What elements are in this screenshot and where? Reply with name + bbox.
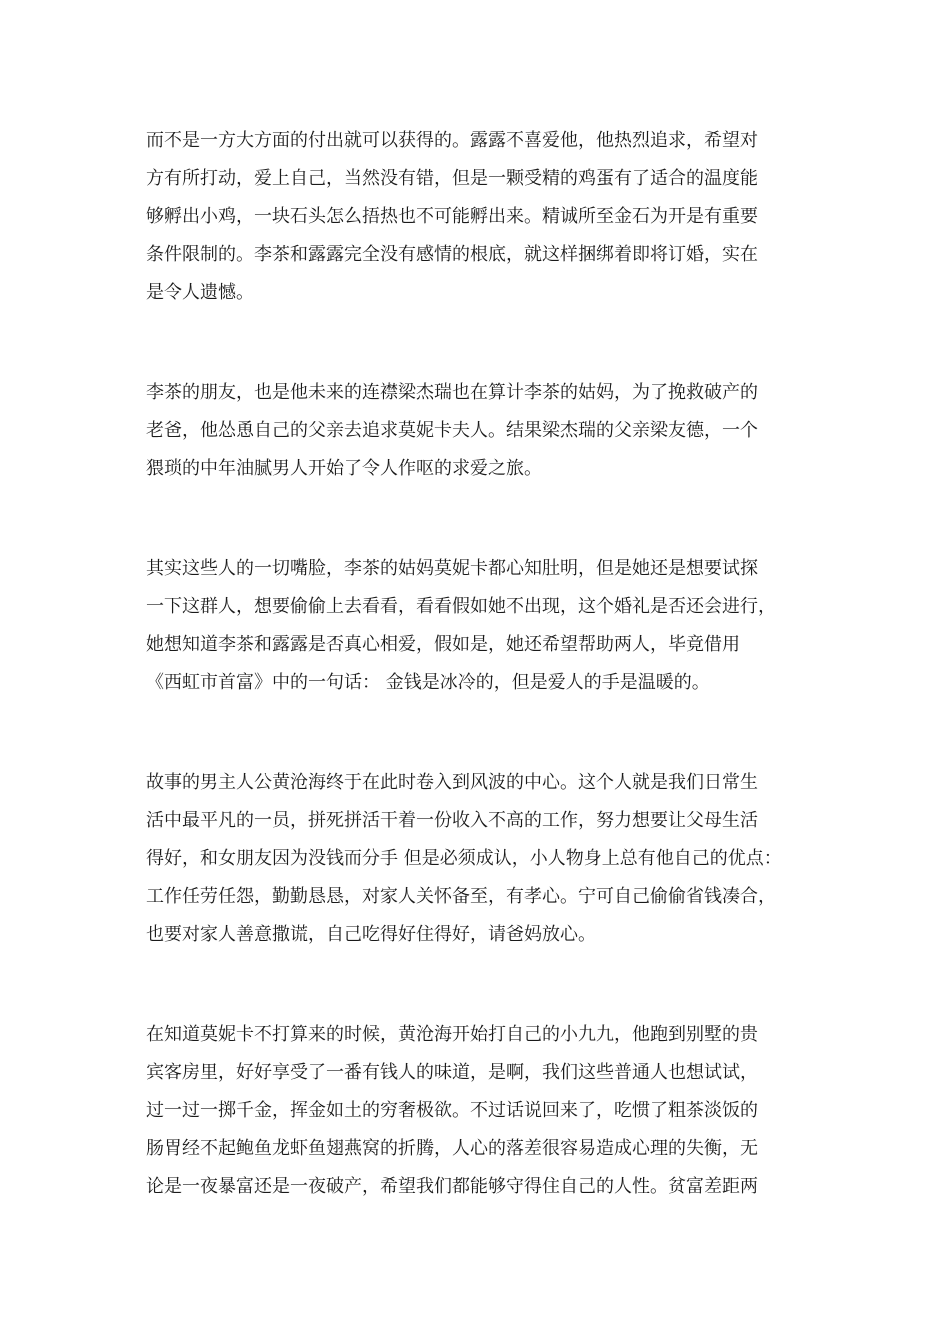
text-line: 也要对家人善意撒谎，自己吃得好住得好，请爸妈放心。 (146, 924, 596, 945)
paragraph-5 (146, 1016, 808, 1206)
text-line: 《西虹市首富》中的一句话： 金钱是冰冷的，但是爱人的手是温暖的。 (146, 672, 710, 693)
text-line: 猥琐的中年油腻男人开始了令人作呕的求爱之旅。 (146, 458, 542, 479)
text-line: 在知道莫妮卡不打算来的时候，黄沧海开始打自己的小九九，他跑到别墅的贵 (146, 1024, 758, 1045)
text-line: 故事的男主人公黄沧海终于在此时卷入到风波的中心。这个人就是我们日常生 (146, 772, 758, 793)
text-line: 过一过一掷千金，挥金如土的穷奢极欲。不过话说回来了，吃惯了粗茶淡饭的 (146, 1100, 758, 1121)
text-line: 够孵出小鸡，一块石头怎么捂热也不可能孵出来。精诚所至金石为开是有重要 (146, 206, 758, 227)
text-line: 而不是一方大方面的付出就可以获得的。露露不喜爱他，他热烈追求，希望对 (146, 130, 758, 151)
text-line: 老爸，他怂恿自己的父亲去追求莫妮卡夫人。结果梁杰瑞的父亲梁友德，一个 (146, 420, 758, 441)
text-line: 条件限制的。李茶和露露完全没有感情的根底，就这样捆绑着即将订婚，实在 (146, 244, 758, 265)
paragraph-4 (146, 764, 808, 954)
text-line: 李茶的朋友，也是他未来的连襟梁杰瑞也在算计李茶的姑妈，为了挽救破产的 (146, 382, 758, 403)
text-line: 其实这些人的一切嘴脸，李茶的姑妈莫妮卡都心知肚明，但是她还是想要试探 (146, 558, 758, 579)
paragraph-3 (146, 550, 808, 702)
paragraph-2 (146, 374, 808, 488)
text-line: 得好，和女朋友因为没钱而分手 但是必须成认，小人物身上总有他自己的优点： (146, 848, 782, 869)
text-line: 是令人遗憾。 (146, 282, 254, 303)
text-line: 论是一夜暴富还是一夜破产，希望我们都能够守得住自己的人性。贫富差距两 (146, 1176, 758, 1197)
text-line: 宾客房里，好好享受了一番有钱人的味道，是啊，我们这些普通人也想试试， (146, 1062, 758, 1083)
text-line: 工作任劳任怨，勤勤恳恳，对家人关怀备至，有孝心。宁可自己偷偷省钱凑合， (146, 886, 776, 907)
paragraph-1 (146, 122, 808, 312)
text-line: 她想知道李茶和露露是否真心相爱，假如是，她还希望帮助两人，毕竟借用 (146, 634, 740, 655)
text-line: 方有所打动，爱上自己，当然没有错，但是一颗受精的鸡蛋有了适合的温度能 (146, 168, 758, 189)
text-line: 肠胃经不起鲍鱼龙虾鱼翅燕窝的折腾，人心的落差很容易造成心理的失衡，无 (146, 1138, 758, 1159)
text-line: 活中最平凡的一员，拼死拼活干着一份收入不高的工作，努力想要让父母生活 (146, 810, 758, 831)
text-line: 一下这群人，想要偷偷上去看看，看看假如她不出现，这个婚礼是否还会进行， (146, 596, 776, 617)
document-body (146, 122, 808, 1268)
